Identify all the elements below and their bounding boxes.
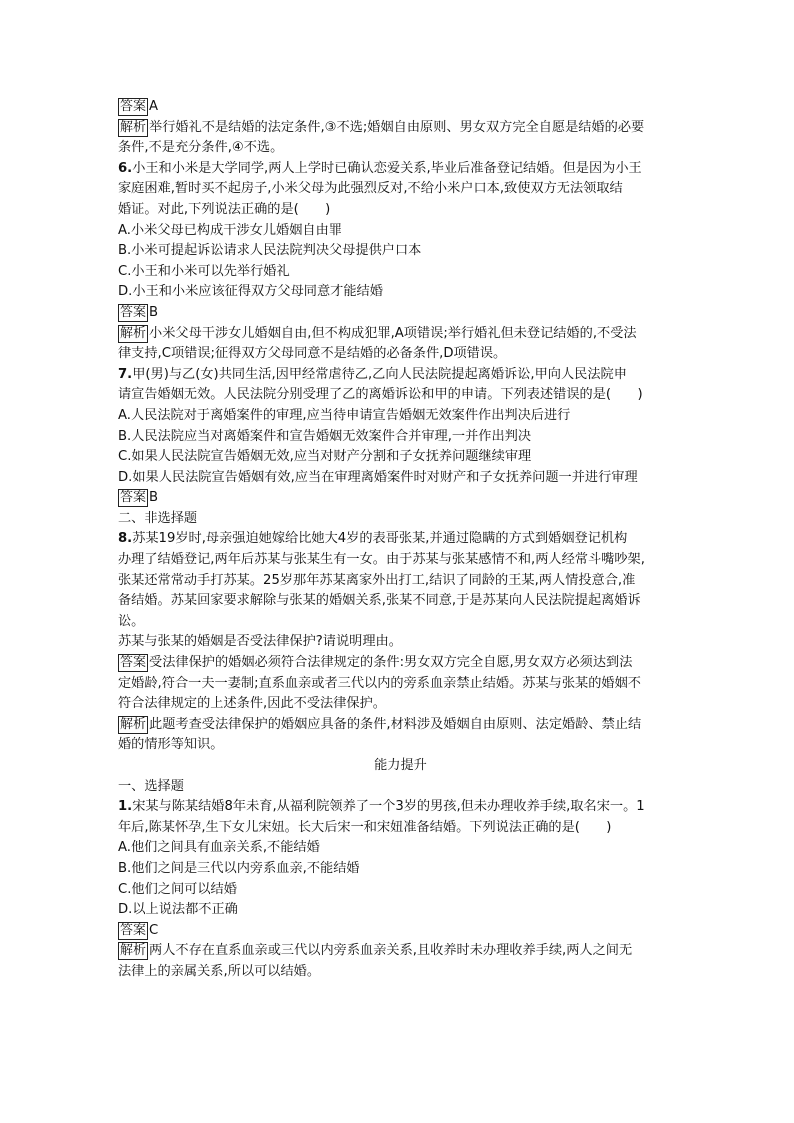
question-number: 6.: [118, 160, 133, 176]
question-8-stem: 8.苏某19岁时,母亲强迫她嫁给比她大4岁的表哥张某,并通过隐瞒的方式到婚姻登记机构: [118, 531, 628, 547]
analysis-line: 解析 此题考查受法律保护的婚姻应具备的条件,材料涉及婚姻自由原则、法定婚龄、禁止结: [120, 716, 642, 732]
option-b: B.他们之间是三代以内旁系血亲,不能结婚: [118, 860, 360, 876]
option-b: B.人民法院应当对离婚案件和宣告婚姻无效案件合并审理,一并作出判决: [118, 428, 532, 444]
question-8-stem: 办理了结婚登记,两年后苏某与张某生有一女。由于苏某与张某感情不和,两人经常斗嘴吵架,: [118, 552, 645, 568]
analysis-line: 婚的情形等知识。: [118, 737, 224, 753]
option-a: A.他们之间具有血亲关系,不能结婚: [118, 840, 320, 856]
answer-line: [118, 488, 683, 509]
analysis-tag: 解析: [120, 716, 147, 732]
question-number: 1.: [118, 799, 133, 815]
answer-line: [118, 303, 683, 324]
question-1-stem: 年后,陈某怀孕,生下女儿宋妞。长大后宋一和宋妞准备结婚。下列说法正确的是( ): [118, 819, 612, 835]
analysis-tag: 解析: [120, 325, 147, 341]
option-a: A.人民法院对于离婚案件的审理,应当待申请宣告婚姻无效案件作出判决后进行: [118, 407, 571, 423]
answer-line: [118, 97, 683, 118]
option-b: B.小米可提起诉讼请求人民法院判决父母提供户口本: [118, 243, 422, 259]
option-c: C.如果人民法院宣告婚姻无效,应当对财产分割和子女抚养问题继续审理: [118, 449, 532, 465]
answer-value: B: [149, 490, 159, 506]
answer-tag: 答案: [120, 304, 147, 320]
answer-value: B: [149, 304, 159, 320]
question-1-stem: 1.宋某与陈某结婚8年未育,从福利院领养了一个3岁的男孩,但未办理收养手续,取名宋一。1: [118, 799, 645, 815]
answer-tag: 答案: [120, 490, 147, 506]
question-6-stem: 6.小王和小米是大学同学,两人上学时已确认恋爱关系,毕业后准备登记结婚。但是因为小王: [118, 160, 642, 176]
answer-line: 定婚龄,符合一夫一妻制;直系血亲或者三代以内的旁系血亲禁止结婚。苏某与张某的婚姻不: [118, 675, 641, 691]
answer-line: [118, 921, 683, 942]
section-title: 能力提升: [374, 758, 427, 773]
answer-tag: 答案: [120, 922, 147, 938]
answer-tag: 答案: [120, 99, 147, 114]
analysis-tag: 解析: [120, 119, 147, 135]
question-8-stem: 张某还常常动手打苏某。25岁那年苏某离家外出打工,结识了同龄的王某,两人情投意合,准: [118, 572, 636, 588]
answer-value: A: [149, 99, 159, 114]
question-6-stem: 婚证。对此,下列说法正确的是( ): [118, 201, 331, 217]
document-page: [118, 97, 683, 983]
analysis-line: 解析 举行婚礼不是结婚的法定条件,③不选;婚姻自由原则、男女双方完全自愿是结婚的必要: [120, 119, 645, 135]
analysis-line: 解析 小米父母干涉女儿婚姻自由,但不构成犯罪,A项错误;举行婚礼但未登记结婚的,不受法: [120, 325, 637, 341]
question-8-stem: 备结婚。苏某回家要求解除与张某的婚姻关系,张某不同意,于是苏某向人民法院提起离婚诉: [118, 593, 641, 609]
question-8-prompt: 苏某与张某的婚姻是否受法律保护?请说明理由。: [118, 634, 402, 650]
answer-line: 符合法律规定的上述条件,因此不受法律保护。: [118, 696, 386, 712]
question-6-stem: 家庭困难,暂时买不起房子,小米父母为此强烈反对,不给小米户口本,致使双方无法领取结: [118, 181, 623, 197]
question-8-stem: 讼。: [118, 613, 145, 629]
section-heading: 二、非选择题: [118, 510, 198, 526]
option-d: D.如果人民法院宣告婚姻有效,应当在审理离婚案件时对财产和子女抚养问题一并进行审理: [118, 469, 638, 485]
option-c: C.小王和小米可以先举行婚礼: [118, 263, 290, 279]
option-d: D.小王和小米应该征得双方父母同意才能结婚: [118, 284, 383, 300]
analysis-line: 条件,不是充分条件,④不选。: [118, 140, 284, 156]
question-number: 7.: [118, 366, 133, 382]
option-c: C.他们之间可以结婚: [118, 881, 237, 897]
question-7-stem: 7.甲(男)与乙(女)共同生活,因甲经常虐待乙,乙向人民法院提起离婚诉讼,甲向人民法院申: [118, 366, 627, 382]
option-a: A.小米父母已构成干涉女儿婚姻自由罪: [118, 222, 342, 238]
analysis-line: 法律上的亲属关系,所以可以结婚。: [118, 963, 321, 979]
question-7-stem: 请宣告婚姻无效。人民法院分别受理了乙的离婚诉讼和甲的申请。下列表述错误的是( ): [118, 387, 643, 403]
analysis-tag: 解析: [120, 943, 147, 959]
option-d: D.以上说法都不正确: [118, 902, 238, 918]
section-heading: 一、选择题: [118, 778, 184, 794]
analysis-line: 解析 两人不存在直系血亲或三代以内旁系血亲关系,且收养时未办理收养手续,两人之间无: [120, 943, 633, 959]
analysis-line: 律支持,C项错误;征得双方父母同意不是结婚的必备条件,D项错误。: [118, 346, 507, 362]
answer-tag: 答案: [120, 655, 147, 671]
answer-value: C: [149, 922, 159, 938]
question-number: 8.: [118, 531, 133, 547]
answer-line: 答案 受法律保护的婚姻必须符合法律规定的条件:男女双方完全自愿,男女双方必须达到法: [120, 655, 633, 671]
